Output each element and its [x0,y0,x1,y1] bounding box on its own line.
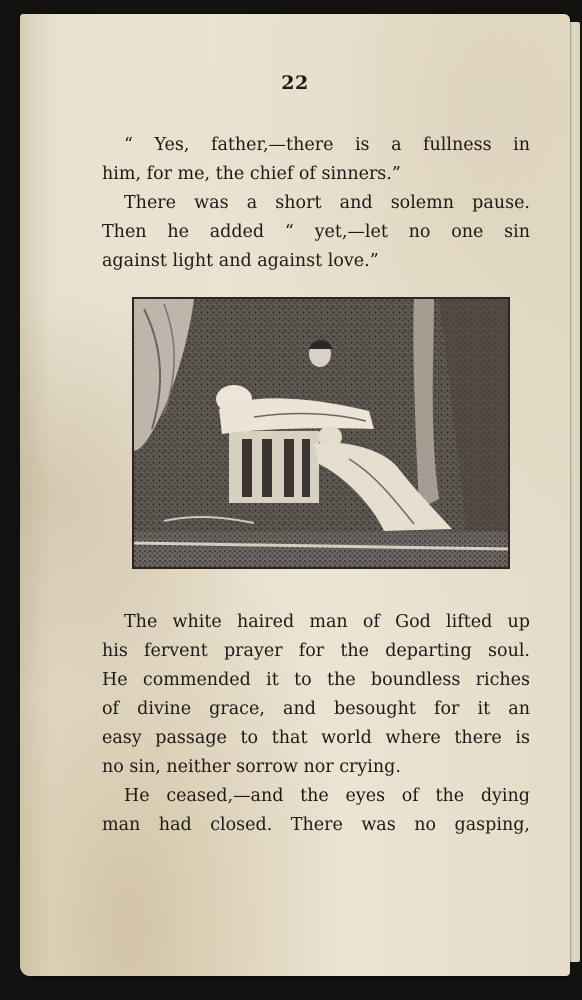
text-line: no sin, neither sorrow nor crying. [102,757,401,777]
top-paragraphs [102,131,530,276]
text-line: The white haired man of God lifted up [124,612,530,632]
text-line: There was a short and solemn pause. [124,193,530,213]
text-line: Then he added “ yet,—let no one sin [102,222,530,242]
text-line: He ceased,—and the eyes of the dying [124,786,530,806]
text-line: against light and against love.” [102,251,379,271]
text-line: of divine grace, and besought for it an [102,699,530,719]
page-number: 22 [281,72,309,94]
text-line: him, for me, the chief of sinners.” [102,164,401,184]
text-line: his fervent prayer for the departing soul. [102,641,530,661]
bottom-paragraphs [102,608,530,840]
deathbed-woodcut-icon [132,297,510,569]
text-line: “ Yes, father,—there is a fullness in [124,135,530,155]
book-page [20,14,570,976]
text-line: easy passage to that world where there is [102,728,530,748]
text-line: He commended it to the boundless riches [102,670,530,690]
text-line: man had closed. There was no gasping, [102,815,530,835]
